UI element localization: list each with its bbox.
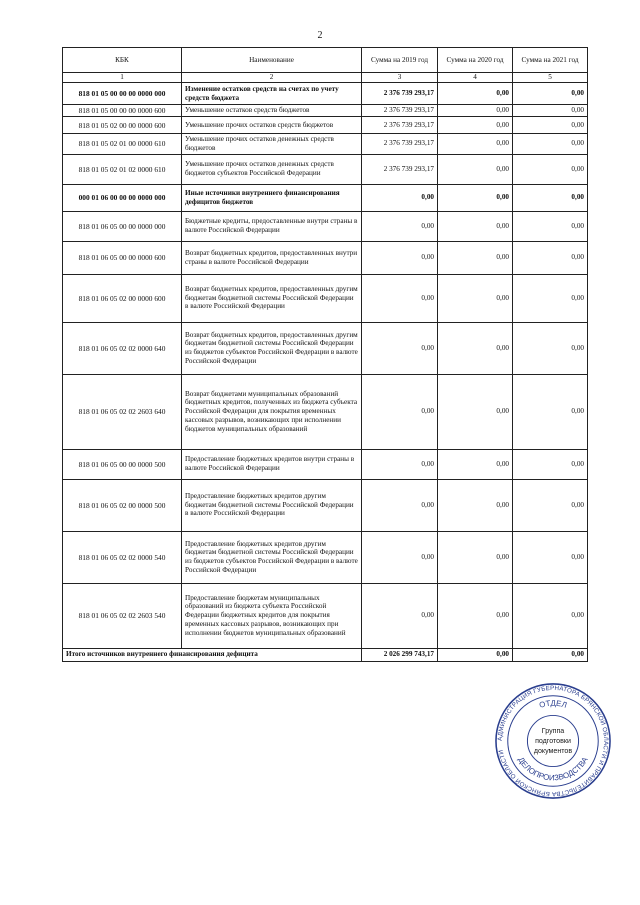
kbk-cell: 818 01 05 02 01 02 0000 610: [63, 154, 182, 184]
kbk-cell: 818 01 06 05 00 00 0000 600: [63, 241, 182, 274]
page-number: 2: [317, 30, 323, 41]
table-body: [63, 83, 588, 649]
sum-2021-cell: 0,00: [513, 374, 588, 449]
department-stamp: [494, 682, 612, 800]
kbk-cell: 818 01 06 05 02 02 2603 540: [63, 583, 182, 648]
sum-2021-cell: 0,00: [513, 241, 588, 274]
name-cell: Иные источники внутреннего финансирования дефицитов бюджетов: [182, 184, 362, 211]
header-sum-2020: Сумма на 2020 год: [438, 48, 513, 73]
name-cell: Предоставление бюджетных кредитов внутри страны в валюте Российской Федерации: [182, 449, 362, 479]
financing-sources-table: [62, 47, 588, 662]
sum-2019-cell: 0,00: [362, 449, 438, 479]
sum-2019-cell: 0,00: [362, 531, 438, 583]
kbk-cell: 818 01 06 05 02 02 2603 640: [63, 374, 182, 449]
sum-2020-cell: 0,00: [438, 117, 513, 134]
total-label: Итого источников внутреннего финансирования дефицита: [63, 648, 362, 661]
table-row: [63, 479, 588, 531]
table-row: [63, 374, 588, 449]
sum-2020-cell: 0,00: [438, 241, 513, 274]
name-cell: Уменьшение прочих остатков денежных средств бюджетов субъектов Российской Федерации: [182, 154, 362, 184]
name-cell: Предоставление бюджетных кредитов другим бюджетам бюджетной системы Российской Федерации в валюте Российской Федерации: [182, 479, 362, 531]
name-cell: Бюджетные кредиты, предоставленные внутри страны в валюте Российской Федерации: [182, 211, 362, 241]
table-row: [63, 211, 588, 241]
table-row: [63, 449, 588, 479]
stamp-center-line: документов: [533, 746, 573, 755]
sum-2019-cell: 0,00: [362, 583, 438, 648]
column-index: 3: [362, 73, 438, 83]
sum-2019-cell: 2 376 739 293,17: [362, 154, 438, 184]
header-name: Наименование: [182, 48, 362, 73]
stamp-ring-text: АДМИНИСТРАЦИЯ ГУБЕРНАТОРА БРЯНСКОЙ ОБЛАСТИ И ПРАВИТЕЛЬСТВА БРЯНСКОЙ ОБЛАСТИ: [496, 684, 610, 798]
stamp-center-line: Группа: [541, 727, 565, 736]
kbk-cell: 818 01 06 05 02 00 0000 600: [63, 274, 182, 322]
total-2020: 0,00: [438, 648, 513, 661]
total-row: [63, 648, 588, 661]
table-row: [63, 117, 588, 134]
sum-2021-cell: 0,00: [513, 134, 588, 155]
sum-2020-cell: 0,00: [438, 184, 513, 211]
kbk-cell: 818 01 05 00 00 00 0000 000: [63, 83, 182, 105]
table-row: [63, 241, 588, 274]
sum-2021-cell: 0,00: [513, 531, 588, 583]
table-row: [63, 134, 588, 155]
sum-2020-cell: 0,00: [438, 479, 513, 531]
sum-2021-cell: 0,00: [513, 83, 588, 105]
name-cell: Возврат бюджетных кредитов, предоставленных другим бюджетам бюджетной системы Российской Федерации в валюте Российской Федерации: [182, 274, 362, 322]
sum-2021-cell: 0,00: [513, 274, 588, 322]
table-row: [63, 83, 588, 105]
sum-2021-cell: 0,00: [513, 211, 588, 241]
sum-2021-cell: 0,00: [513, 154, 588, 184]
table-row: [63, 583, 588, 648]
sum-2019-cell: 0,00: [362, 211, 438, 241]
sum-2021-cell: 0,00: [513, 184, 588, 211]
kbk-cell: 818 01 06 05 00 00 0000 500: [63, 449, 182, 479]
table-row: [63, 154, 588, 184]
sum-2021-cell: 0,00: [513, 105, 588, 117]
kbk-cell: 818 01 06 05 02 02 0000 540: [63, 531, 182, 583]
kbk-cell: 818 01 06 05 00 00 0000 000: [63, 211, 182, 241]
sum-2019-cell: 0,00: [362, 274, 438, 322]
sum-2021-cell: 0,00: [513, 583, 588, 648]
name-cell: Предоставление бюджетных кредитов другим бюджетам бюджетной системы Российской Федерации из бюджетов субъектов Российской Федерации в валюте Российской Федерации: [182, 531, 362, 583]
name-cell: Уменьшение прочих остатков средств бюджетов: [182, 117, 362, 134]
sum-2021-cell: 0,00: [513, 322, 588, 374]
sum-2020-cell: 0,00: [438, 374, 513, 449]
sum-2019-cell: 2 376 739 293,17: [362, 105, 438, 117]
kbk-cell: 818 01 05 02 01 00 0000 610: [63, 134, 182, 155]
column-index: 2: [182, 73, 362, 83]
sum-2020-cell: 0,00: [438, 105, 513, 117]
column-index: 4: [438, 73, 513, 83]
sum-2020-cell: 0,00: [438, 322, 513, 374]
table-row: [63, 105, 588, 117]
header-kbk: КБК: [63, 48, 182, 73]
sum-2019-cell: 2 376 739 293,17: [362, 117, 438, 134]
sum-2020-cell: 0,00: [438, 134, 513, 155]
name-cell: Возврат бюджетных кредитов, предоставленных другим бюджетам бюджетной системы Российской Федерации из бюджетов субъектов Российской Федерации в валюте Российской Федерации: [182, 322, 362, 374]
stamp-center-line: подготовки: [535, 736, 571, 745]
name-cell: Уменьшение прочих остатков денежных средств бюджетов: [182, 134, 362, 155]
table-row: [63, 274, 588, 322]
sum-2021-cell: 0,00: [513, 117, 588, 134]
sum-2020-cell: 0,00: [438, 449, 513, 479]
sum-2020-cell: 0,00: [438, 211, 513, 241]
table-row: [63, 531, 588, 583]
header-sum-2021: Сумма на 2021 год: [513, 48, 588, 73]
sum-2020-cell: 0,00: [438, 154, 513, 184]
stamp-top-word: ОТДЕЛ: [538, 698, 568, 710]
total-2019: 2 026 299 743,17: [362, 648, 438, 661]
column-index-row: [63, 73, 588, 83]
sum-2019-cell: 0,00: [362, 322, 438, 374]
sum-2019-cell: 0,00: [362, 374, 438, 449]
sum-2021-cell: 0,00: [513, 449, 588, 479]
column-index: 5: [513, 73, 588, 83]
table-row: [63, 322, 588, 374]
sum-2020-cell: 0,00: [438, 583, 513, 648]
sum-2019-cell: 0,00: [362, 241, 438, 274]
header-sum-2019: Сумма на 2019 год: [362, 48, 438, 73]
column-index: 1: [63, 73, 182, 83]
kbk-cell: 818 01 05 02 00 00 0000 600: [63, 117, 182, 134]
name-cell: Возврат бюджетных кредитов, предоставленных внутри страны в валюте Российской Федерации: [182, 241, 362, 274]
total-2021: 0,00: [513, 648, 588, 661]
header-row: [63, 48, 588, 73]
kbk-cell: 000 01 06 00 00 00 0000 000: [63, 184, 182, 211]
name-cell: Возврат бюджетами муниципальных образований бюджетных кредитов, полученных из бюджета субъекта Российской Федерации для покрытия временных кассовых разрывов, возникающих при исполнении бюджетов муниципальных образований: [182, 374, 362, 449]
sum-2020-cell: 0,00: [438, 531, 513, 583]
table-row: [63, 184, 588, 211]
sum-2019-cell: 0,00: [362, 184, 438, 211]
name-cell: Предоставление бюджетам муниципальных образований из бюджета субъекта Российской Федерации бюджетных кредитов для покрытия временных кассовых разрывов, возникающих при исполнении бюджетов муниципальных образований: [182, 583, 362, 648]
sum-2020-cell: 0,00: [438, 83, 513, 105]
name-cell: Уменьшение остатков средств бюджетов: [182, 105, 362, 117]
kbk-cell: 818 01 06 05 02 00 0000 500: [63, 479, 182, 531]
stamp-bottom-word: ДЕЛОПРОИЗВОДСТВА: [516, 755, 590, 783]
kbk-cell: 818 01 05 00 00 00 0000 600: [63, 105, 182, 117]
sum-2019-cell: 2 376 739 293,17: [362, 83, 438, 105]
sum-2019-cell: 0,00: [362, 479, 438, 531]
sum-2019-cell: 2 376 739 293,17: [362, 134, 438, 155]
sum-2020-cell: 0,00: [438, 274, 513, 322]
name-cell: Изменение остатков средств на счетах по учету средств бюджета: [182, 83, 362, 105]
sum-2021-cell: 0,00: [513, 479, 588, 531]
kbk-cell: 818 01 06 05 02 02 0000 640: [63, 322, 182, 374]
